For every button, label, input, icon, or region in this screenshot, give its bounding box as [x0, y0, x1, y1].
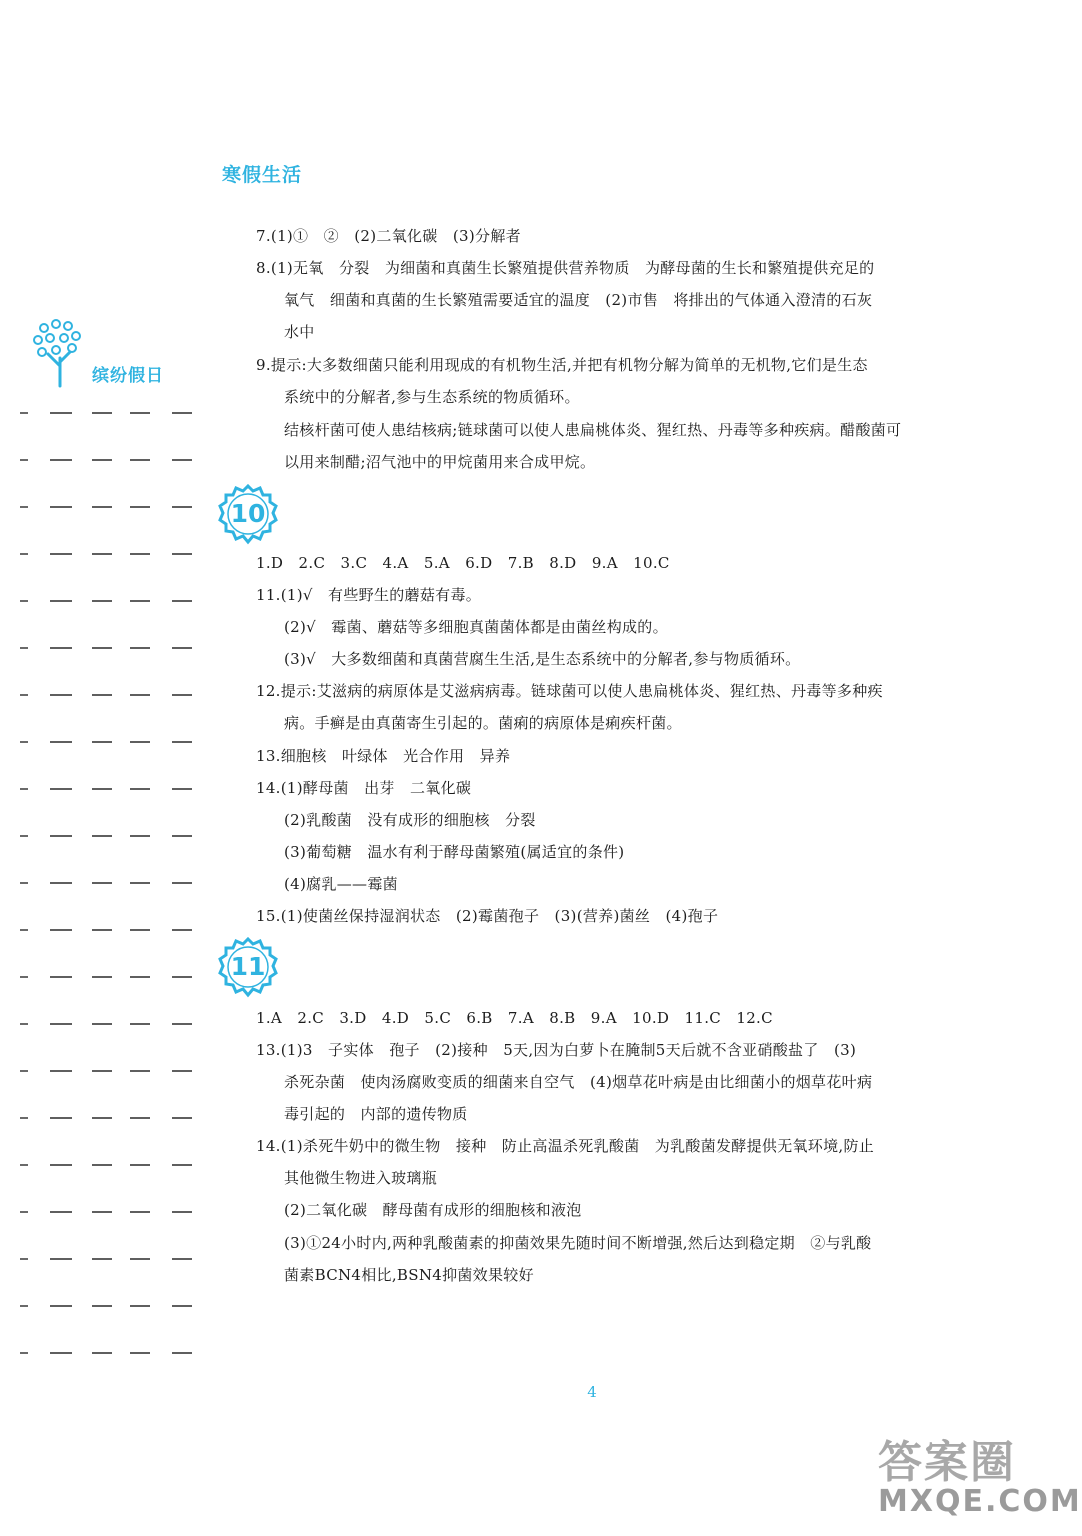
answer-line: (4)腐乳——霉菌: [284, 875, 398, 893]
answer-line: 杀死杂菌 使肉汤腐败变质的细菌来自空气 (4)烟草花叶病是由比细菌小的烟草花叶病: [284, 1073, 873, 1091]
answer-line: 水中: [284, 323, 315, 341]
sidebar-brand: 缤纷假日: [92, 366, 164, 386]
section-number: 10: [230, 499, 266, 528]
answer-line: 7.(1)① ② (2)二氧化碳 (3)分解者: [256, 227, 521, 245]
answer-line: 氧气 细菌和真菌的生长繁殖需要适宜的温度 (2)市售 将排出的气体通入澄清的石灰: [284, 291, 873, 309]
answer-line: 菌素BCN4相比,BSN4抑菌效果较好: [284, 1266, 534, 1284]
answer-line: 1.A 2.C 3.D 4.D 5.C 6.B 7.A 8.B 9.A 10.D 11.C 12.C: [256, 1009, 773, 1027]
answer-line: 9.提示:大多数细菌只能利用现成的有机物生活,并把有机物分解为简单的无机物,它们是生态: [256, 356, 868, 374]
answer-line: (3)①24小时内,两种乳酸菌素的抑菌效果先随时间不断增强,然后达到稳定期 ②与乳酸: [284, 1234, 872, 1252]
answer-line: 14.(1)酵母菌 出芽 二氧化碳: [256, 779, 472, 797]
answer-line: 系统中的分解者,参与生态系统的物质循环。: [284, 388, 580, 406]
section-badge-11: [218, 937, 278, 997]
answer-line: 毒引起的 内部的遗传物质: [284, 1105, 468, 1123]
page-header-title: 寒假生活: [222, 164, 303, 186]
page-number: 4: [587, 1383, 597, 1401]
sidebar-decoration: [0, 318, 210, 1318]
answer-line: (2)√ 霉菌、蘑菇等多细胞真菌菌体都是由菌丝构成的。: [284, 618, 668, 636]
answer-line: 8.(1)无氧 分裂 为细菌和真菌生长繁殖提供营养物质 为酵母菌的生长和繁殖提供充足的: [256, 259, 875, 277]
answer-line: 13.细胞核 叶绿体 光合作用 异养: [256, 747, 511, 765]
answer-line: 以用来制醋;沼气池中的甲烷菌用来合成甲烷。: [284, 453, 596, 471]
answer-line: (2)二氧化碳 酵母菌有成形的细胞核和液泡: [284, 1201, 582, 1219]
answer-line: 15.(1)使菌丝保持湿润状态 (2)霉菌孢子 (3)(营养)菌丝 (4)孢子: [256, 907, 719, 925]
answer-line: 1.D 2.C 3.C 4.A 5.A 6.D 7.B 8.D 9.A 10.C: [256, 554, 670, 572]
answer-line: (3)√ 大多数细菌和真菌营腐生生活,是生态系统中的分解者,参与物质循环。: [284, 650, 801, 668]
answer-line: 13.(1)3 子实体 孢子 (2)接种 5天,因为白萝卜在腌制5天后就不含亚硝酸盐了 (3): [256, 1041, 857, 1059]
answer-line: (3)葡萄糖 温水有利于酵母菌繁殖(属适宜的条件): [284, 843, 625, 861]
watermark-url-text: MXQE.COM: [878, 1484, 1082, 1519]
answer-line: 结核杆菌可使人患结核病;链球菌可以使人患扁桃体炎、猩红热、丹毒等多种疾病。醋酸菌可: [284, 421, 902, 439]
writing-lines: [0, 318, 210, 1318]
section-badge-10: [218, 484, 278, 544]
answer-line: (2)乳酸菌 没有成形的细胞核 分裂: [284, 811, 536, 829]
answer-line: 12.提示:艾滋病的病原体是艾滋病病毒。链球菌可以使人患扁桃体炎、猩红热、丹毒等多种疾: [256, 682, 883, 700]
watermark: [878, 1437, 1082, 1519]
watermark-logo-text: 答案圈: [878, 1437, 1016, 1488]
answer-line: 11.(1)√ 有些野生的蘑菇有毒。: [256, 586, 482, 604]
answer-line: 其他微生物进入玻璃瓶: [284, 1169, 438, 1187]
answer-line: 病。手癣是由真菌寄生引起的。菌痢的病原体是痢疾杆菌。: [284, 714, 682, 732]
answer-line: 14.(1)杀死牛奶中的微生物 接种 防止高温杀死乳酸菌 为乳酸菌发酵提供无氧环境,防止: [256, 1137, 875, 1155]
section-number: 11: [230, 952, 266, 981]
